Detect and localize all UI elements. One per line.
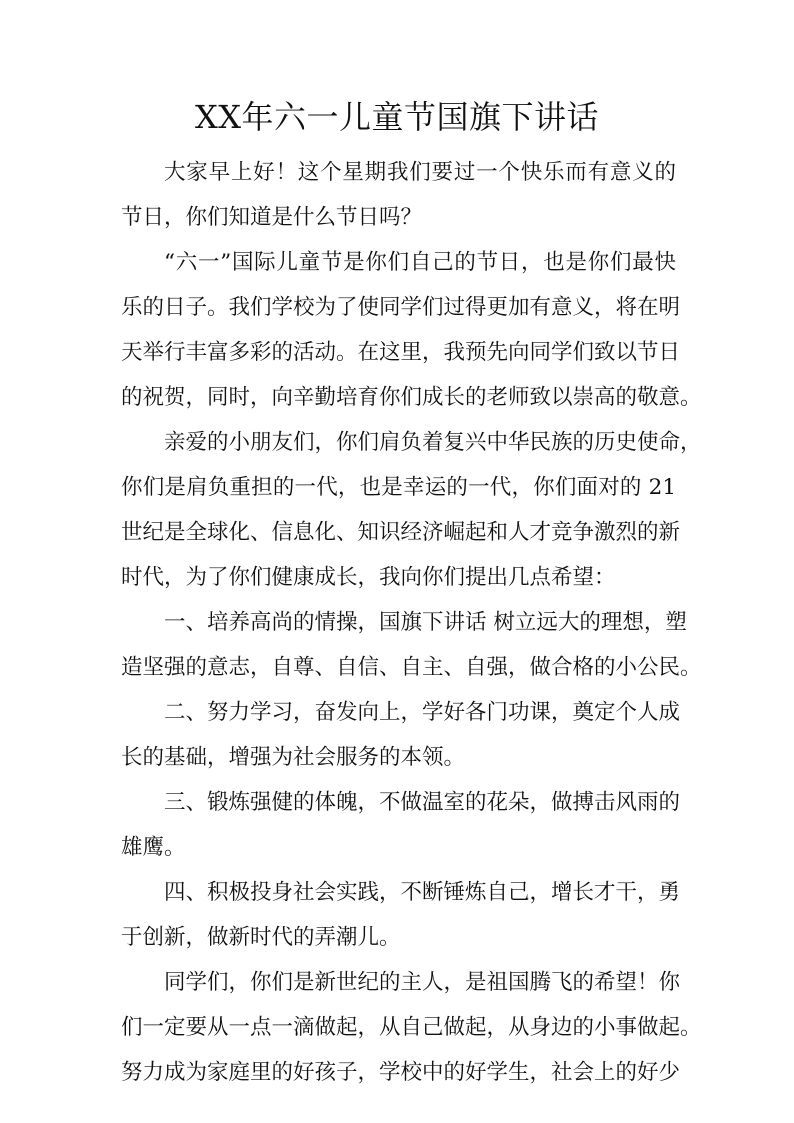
text-line: 造坚强的意志，自尊、自信、自主、自强，做合格的小公民。 bbox=[121, 655, 702, 680]
text-line: 长的基础，增强为社会服务的本领。 bbox=[121, 745, 466, 770]
paragraph-hope-2 bbox=[121, 690, 681, 780]
text-line: 节日，你们知道是什么节日吗？ bbox=[121, 205, 423, 230]
text-line: 二、努力学习，奋发向上，学好各门功课，奠定个人成 bbox=[164, 700, 681, 725]
paragraph-hope-3 bbox=[121, 780, 681, 870]
document-body bbox=[121, 150, 702, 1095]
text-line: 大家早上好！这个星期我们要过一个快乐而有意义的 bbox=[164, 160, 676, 185]
text-line: 同学们，你们是新世纪的主人，是祖国腾飞的希望！你 bbox=[164, 970, 681, 995]
text-line: 你们是肩负重担的一代，也是幸运的一代，你们面对的 21 bbox=[121, 475, 676, 500]
text-line: 努力成为家庭里的好孩子，学校中的好学生，社会上的好少 bbox=[121, 1060, 681, 1085]
text-line: 天举行丰富多彩的活动。在这里，我预先向同学们致以节日 bbox=[121, 340, 681, 365]
paragraph-hope-4 bbox=[121, 870, 681, 960]
text-line: “六一”国际儿童节是你们自己的节日，也是你们最快 bbox=[164, 250, 676, 275]
text-line: 世纪是全球化、信息化、知识经济崛起和人才竞争激烈的新 bbox=[121, 520, 681, 545]
page-title: XX年六一儿童节国旗下讲话 bbox=[194, 98, 600, 136]
text-line: 四、积极投身社会实践，不断锤炼自己，增长才干，勇 bbox=[164, 880, 681, 905]
text-line: 一、培养高尚的情操，国旗下讲话 树立远大的理想，塑 bbox=[164, 610, 687, 635]
text-line: 于创新，做新时代的弄潮儿。 bbox=[121, 925, 401, 950]
text-line: 亲爱的小朋友们，你们肩负着复兴中华民族的历史使命， bbox=[164, 430, 702, 455]
text-line: 雄鹰。 bbox=[121, 835, 186, 860]
paragraph-mission bbox=[121, 420, 702, 600]
text-line: 们一定要从一点一滴做起，从自己做起，从身边的小事做起。 bbox=[121, 1015, 702, 1040]
text-line: 的祝贺，同时，向辛勤培育你们成长的老师致以崇高的敬意。 bbox=[121, 385, 702, 410]
text-line: 三、锻炼强健的体魄，不做温室的花朵，做搏击风雨的 bbox=[164, 790, 681, 815]
paragraph-greeting bbox=[121, 150, 676, 240]
text-line: 乐的日子。我们学校为了使同学们过得更加有意义，将在明 bbox=[121, 295, 681, 320]
text-line: 时代，为了你们健康成长，我向你们提出几点希望： bbox=[121, 565, 616, 590]
paragraph-hope-1 bbox=[121, 600, 702, 690]
paragraph-closing bbox=[121, 960, 702, 1095]
paragraph-childrens-day bbox=[121, 240, 702, 420]
